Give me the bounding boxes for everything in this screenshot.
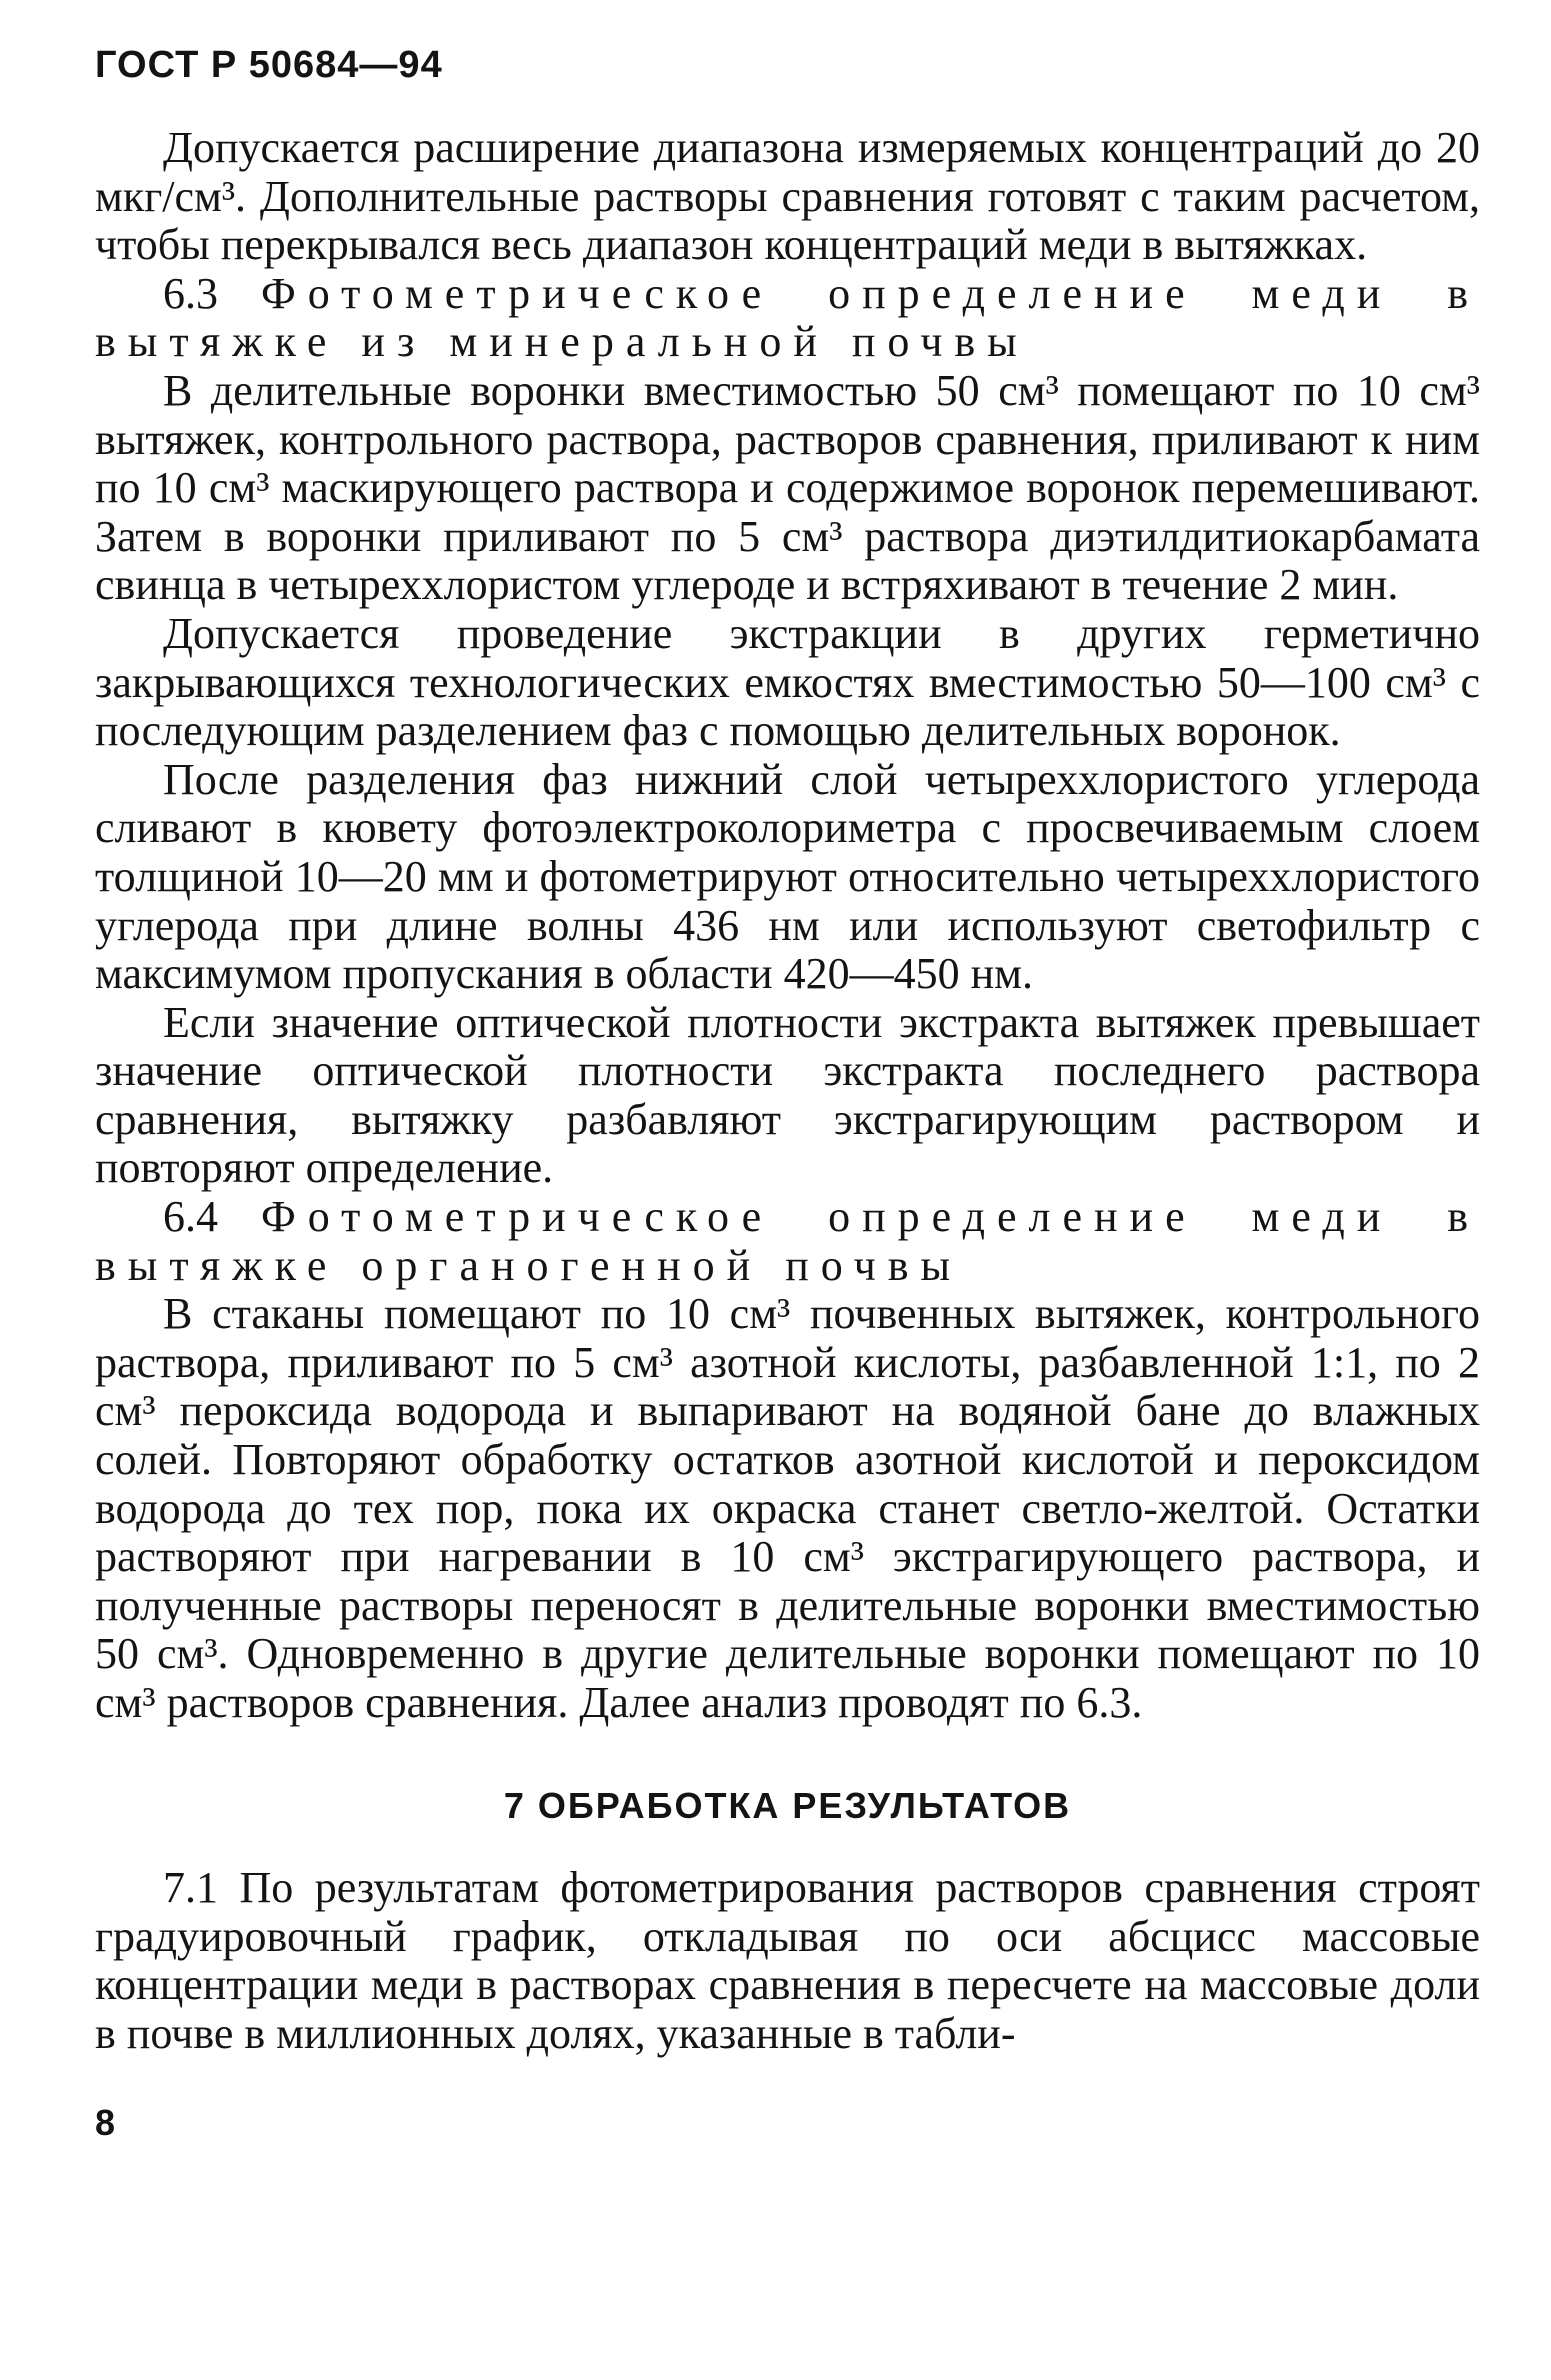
subsection-title: Фотометрическое определение меди в вытяжке органогенной почвы — [95, 1192, 1480, 1290]
page-number: 8 — [95, 2102, 116, 2143]
paragraph-range-extension: Допускается расширение диапазона измеряемых концентраций до 20 мкг/см³. Дополнительные растворы сравнения готовят с таким расчетом, чтобы перекрывался весь диапазон концентраций меди в вытяжках. — [95, 123, 1480, 270]
paragraph-7-1: 7.1 По результатам фотометрирования растворов сравнения строят градуировочный график, откладывая по оси абсцисс массовые концентрации меди в растворах сравнения в пересчете на массовые доли в почве в миллионных долях, указанные в табли- — [95, 1863, 1480, 2058]
paragraph-alternative-vessels: Допускается проведение экстракции в других герметично закрывающихся технологических емкостях вместимостью 50—100 см³ с последующим разделением фаз с помощью делительных воронок. — [95, 608, 1480, 756]
subsection-6-4-heading — [95, 1193, 1480, 1290]
subsection-number: 6.4 — [163, 1192, 218, 1242]
paragraph-photometry: После разделения фаз нижний слой четыреххлористого углерода сливают в кювету фотоэлектроколориметра с просвечиваемым слоем толщиной 10—20 мм и фотометрируют относительно четыреххлористого углерода при длине волны 436 нм или используют светофильтр с максимумом пропускания в области 420—450 нм. — [95, 754, 1480, 999]
paragraph-extraction-procedure: В делительные воронки вместимостью 50 см³ помещают по 10 см³ вытяжек, контрольного раствора, растворов сравнения, приливают к ним по 10 см³ маскирующего раствора и содержимое воронок перемешивают. Затем в воронки приливают по 5 см³ раствора диэтилдитиокарбамата свинца в четыреххлористом углероде и встряхивают в течение 2 мин. — [95, 365, 1480, 610]
body-text — [95, 124, 1480, 2059]
paragraph-organogenic-procedure: В стаканы помещают по 10 см³ почвенных вытяжек, контрольного раствора, приливают по 5 см³ азотной кислоты, разбавленной 1:1, по 2 см³ пероксида водорода и выпаривают на водяной бане до влажных солей. Повторяют обработку остатков азотной кислотой и пероксидом водорода до тех пор, пока их окраска станет светло-желтой. Остатки растворяют при нагревании в 10 см³ экстрагирующего раствора, и полученные растворы переносят в делительные воронки вместимостью 50 см³. Одновременно в другие делительные воронки помещают по 10 см³ растворов сравнения. Далее анализ проводят по 6.3. — [95, 1289, 1480, 1727]
subsection-title: Фотометрическое определение меди в вытяжке из минеральной почвы — [95, 268, 1480, 367]
subsection-number: 6.3 — [163, 268, 218, 318]
section-7-heading: 7 ОБРАБОТКА РЕЗУЛЬТАТОВ — [503, 1784, 1072, 1826]
document-header: ГОСТ Р 50684—94 — [95, 44, 443, 86]
paragraph-dilution: Если значение оптической плотности экстракта вытяжек превышает значение оптической плотности экстракта последнего раствора сравнения, вытяжку разбавляют экстрагирующим раствором и повторяют определение. — [95, 997, 1480, 1193]
subsection-6-3-heading — [95, 270, 1480, 367]
